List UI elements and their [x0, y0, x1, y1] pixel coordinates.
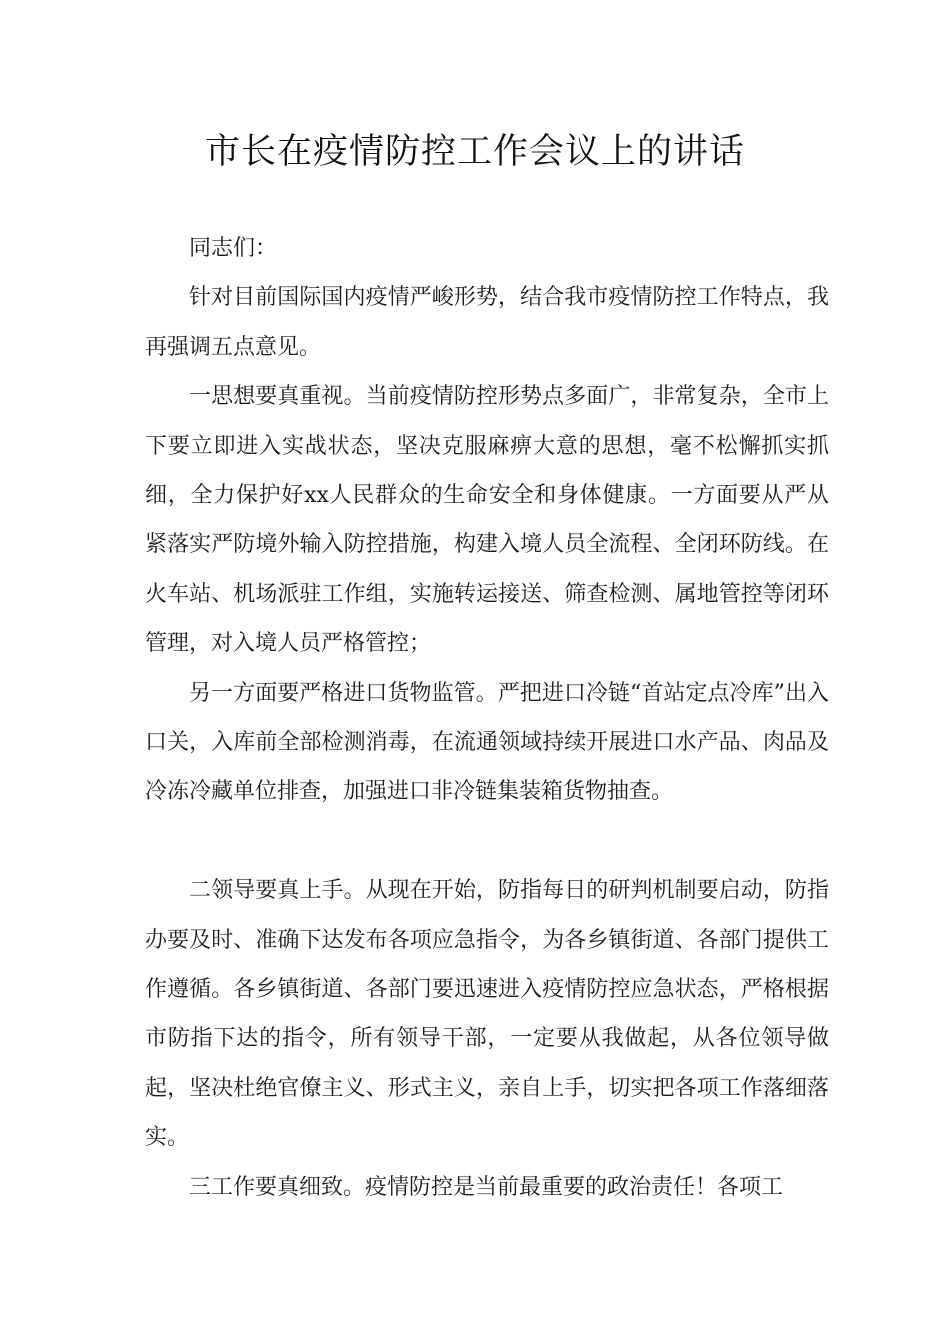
paragraph-point-one-continued: 另一方面要严格进口货物监管。严把进口冷链“首站定点冷库”出入口关，入库前全部检测消毒，在流通领域持续开展进口水产品、肉品及冷冻冷藏单位排查，加强进口非冷链集装箱货物抽查。 — [145, 680, 829, 805]
paragraph-intro: 针对目前国际国内疫情严峻形势，结合我市疫情防控工作特点，我再强调五点意见。 — [145, 285, 829, 360]
document-title: 市长在疫情防控工作会议上的讲话 — [204, 132, 745, 172]
paragraph-point-two: 二领导要真上手。从现在开始，防指每日的研判机制要启动，防指办要及时、准确下达发布各项应急指令，为各乡镇街道、各部门提供工作遵循。各乡镇街道、各部门要迅速进入疫情防控应急状态，严格根据市防指下达的指令，所有领导干部，一定要从我做起，从各位领导做起，坚决杜绝官僚主义、形式主义，亲自上手，切实把各项工作落细落实。 — [145, 878, 829, 1151]
salutation: 同志们： — [189, 236, 278, 261]
document-body — [145, 224, 829, 1212]
paragraph-point-one: 一思想要真重视。当前疫情防控形势点多面广，非常复杂，全市上下要立即进入实战状态，坚决克服麻痹大意的思想，毫不松懈抓实抓细，全力保护好xx人民群众的生命安全和身体健康。一方面要从严从紧落实严防境外输入防控措施，构建入境人员全流程、全闭环防线。在火车站、机场派驻工作组，实施转运接送、筛查检测、属地管控等闭环管理，对入境人员严格管控； — [145, 384, 829, 657]
paragraph-point-three: 三工作要真细致。疫情防控是当前最重要的政治责任！各项工 — [189, 1174, 784, 1200]
